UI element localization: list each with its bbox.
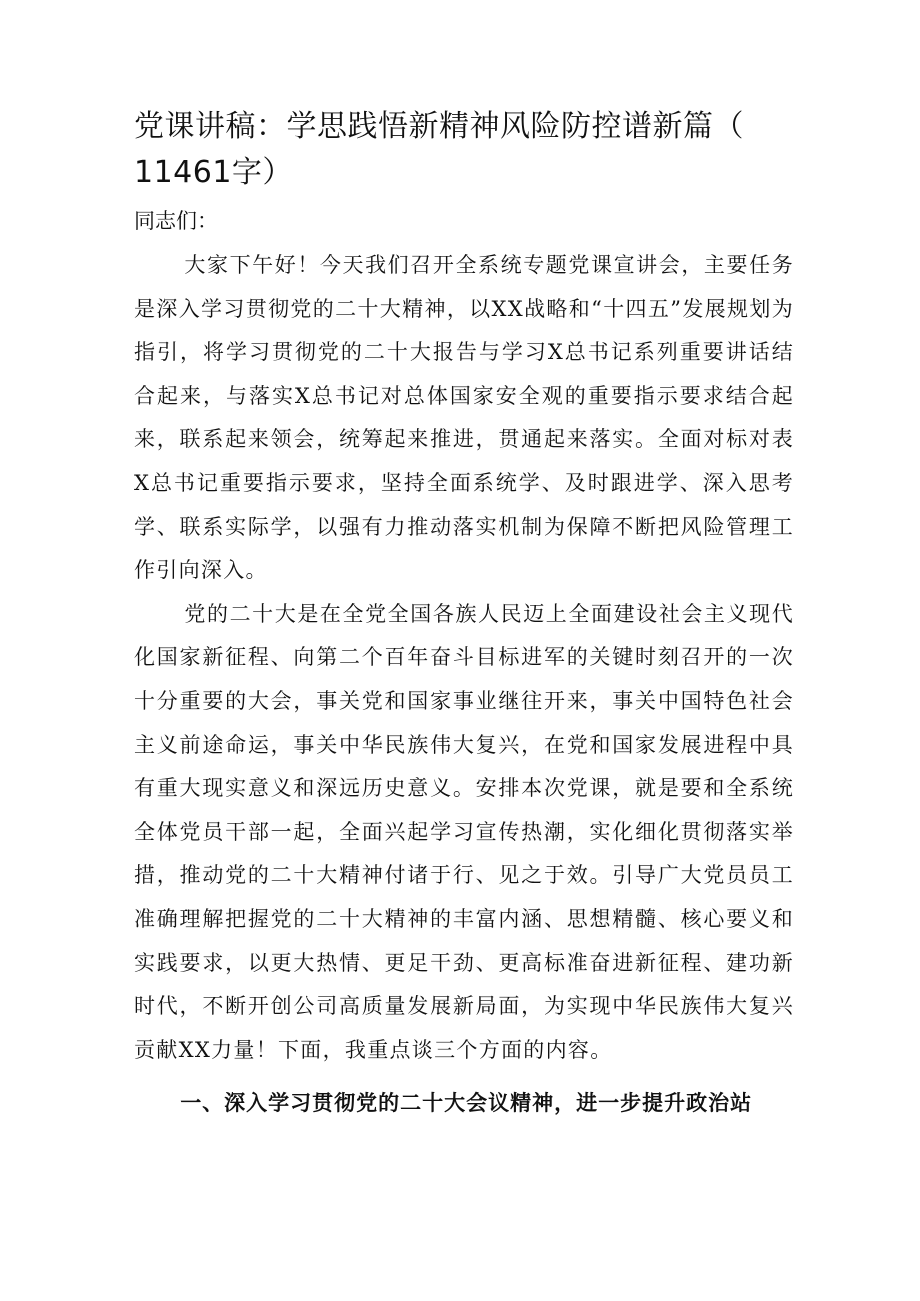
paragraph-congress: 党的二十大是在全党全国各族人民迈上全面建设社会主义现代化国家新征程、向第二个百年奋斗目标进军的关键时刻召开的一次十分重要的大会，事关党和国家事业继往开来，事关中国特色社会主义前途命运，事关中华民族伟大复兴，在党和国家发展进程中具有重大现实意义和深远历史意义。安排本次党课，就是要和全系统全体党员干部一起，全面兴起学习宣传热潮，实化细化贯彻落实举措，推动党的二十大精神付诸于行、见之于效。引导广大党员员工准确理解把握党的二十大精神的丰富内涵、思想精髓、核心要义和实践要求，以更大热情、更足干劲、更高标准奋进新征程、建功新时代，不断开创公司高质量发展新局面，为实现中华民族伟大复兴贡献XX力量！下面，我重点谈三个方面的内容。 xyxy=(134,601,794,1062)
salutation: 同志们： xyxy=(134,209,218,233)
section-heading-one: 一、深入学习贯彻党的二十大会议精神，进一步提升政治站 xyxy=(180,1091,753,1116)
document-page xyxy=(134,104,794,1125)
paragraph-intro: 大家下午好！今天我们召开全系统专题党课宣讲会，主要任务是深入学习贯彻党的二十大精神，以XX战略和“十四五”发展规划为指引，将学习贯彻党的二十大报告与学习X总书记系列重要讲话结合起来，与落实X总书记对总体国家安全观的重要指示要求结合起来，联系起来领会，统筹起来推进，贯通起来落实。全面对标对表X总书记重要指示要求，坚持全面系统学、及时跟进学、深入思考学、联系实际学，以强有力推动落实机制为保障不断把风险管理工作引向深入。 xyxy=(134,253,794,583)
document-title: 党课讲稿：学思践悟新精神风险防控谱新篇（ 11461字） xyxy=(134,109,744,190)
